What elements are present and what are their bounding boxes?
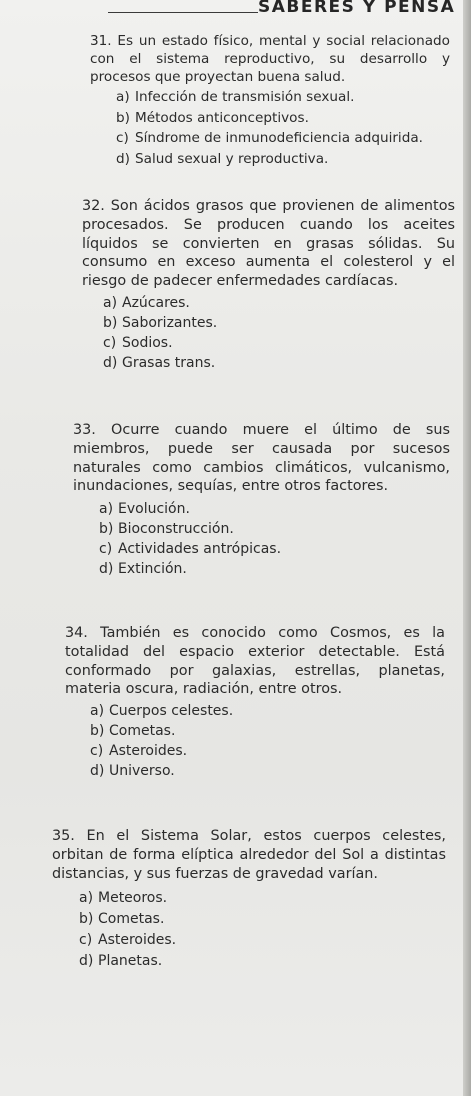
- option-letter: c): [90, 743, 104, 760]
- option-letter: a): [103, 294, 118, 311]
- option-a[interactable]: [103, 293, 463, 313]
- option-label: Saborizantes.: [122, 314, 218, 331]
- option-letter: c): [116, 130, 129, 146]
- option-d[interactable]: [90, 761, 463, 781]
- question-34: [0, 624, 463, 781]
- question-text: 31. Es un estado físico, mental y social relacionado con el sistema reproductivo, su desarrollo y procesos que proyectan buena salud.: [90, 33, 450, 85]
- option-label: Síndrome de inmunodeficiencia adquirida.: [135, 130, 423, 146]
- option-letter: b): [99, 521, 114, 538]
- option-label: Bioconstrucción.: [118, 521, 234, 538]
- option-label: Meteoros.: [98, 890, 168, 907]
- option-label: Cometas.: [98, 911, 165, 928]
- option-label: Cometas.: [109, 723, 176, 740]
- option-label: Azúcares.: [122, 294, 190, 311]
- question-text: 34. También es conocido como Cosmos, es la totalidad del espacio exterior detectable. Está conformado por galaxias, estrellas, planetas, materia oscura, radiación, entre otros.: [65, 625, 445, 698]
- option-letter: d): [79, 953, 94, 970]
- options-list: [90, 701, 463, 781]
- page-edge-shadow: [463, 0, 471, 1096]
- option-d[interactable]: [103, 353, 463, 373]
- option-b[interactable]: [79, 909, 463, 930]
- option-letter: d): [116, 150, 130, 167]
- option-letter: d): [103, 354, 118, 371]
- option-label: Extinción.: [118, 561, 187, 578]
- option-label: Actividades antrópicas.: [118, 541, 282, 558]
- option-label: Salud sexual y reproductiva.: [135, 150, 329, 167]
- option-d[interactable]: [79, 951, 463, 972]
- option-letter: c): [79, 932, 93, 949]
- options-list: [103, 293, 463, 373]
- option-c[interactable]: [90, 741, 463, 761]
- option-label: Grasas trans.: [122, 354, 216, 371]
- option-label: Evolución.: [118, 501, 190, 518]
- option-letter: a): [116, 89, 130, 105]
- option-letter: a): [90, 703, 105, 720]
- option-label: Cuerpos celestes.: [109, 703, 234, 720]
- option-label: Planetas.: [98, 953, 163, 970]
- option-letter: c): [99, 541, 113, 558]
- option-c[interactable]: [103, 333, 463, 353]
- option-letter: b): [90, 723, 105, 740]
- header-rule: [108, 12, 258, 13]
- option-b[interactable]: [90, 721, 463, 741]
- option-letter: b): [103, 314, 118, 331]
- option-d[interactable]: [116, 149, 463, 170]
- option-letter: d): [90, 763, 105, 780]
- option-c[interactable]: [116, 128, 463, 149]
- option-a[interactable]: [99, 499, 463, 519]
- option-label: Universo.: [109, 763, 175, 780]
- option-label: Métodos anticonceptivos.: [135, 109, 309, 126]
- option-a[interactable]: [116, 87, 463, 108]
- option-a[interactable]: [90, 701, 463, 721]
- option-b[interactable]: [103, 313, 463, 333]
- option-letter: b): [79, 911, 94, 928]
- question-text: 32. Son ácidos grasos que provienen de alimentos procesados. Se producen cuando los aceites líquidos se convierten en grasas sólidas. Su consumo en exceso aumenta el colesterol y el riesgo de padecer enfermedades cardíacas.: [82, 198, 455, 290]
- options-list: [116, 87, 463, 169]
- option-c[interactable]: [99, 539, 463, 559]
- option-label: Infección de transmisión sexual.: [135, 89, 355, 105]
- question-33: [0, 421, 463, 579]
- question-35: [0, 827, 463, 972]
- option-b[interactable]: [116, 108, 463, 129]
- question-31: [0, 32, 463, 169]
- option-d[interactable]: [99, 559, 463, 579]
- option-letter: a): [99, 501, 114, 518]
- question-32: [0, 197, 463, 373]
- options-list: [79, 888, 463, 972]
- options-list: [99, 499, 463, 579]
- option-c[interactable]: [79, 930, 463, 951]
- option-label: Asteroides.: [109, 743, 188, 760]
- option-letter: a): [79, 890, 94, 907]
- option-letter: d): [99, 561, 114, 578]
- option-a[interactable]: [79, 888, 463, 909]
- option-letter: c): [103, 334, 117, 351]
- option-label: Sodios.: [122, 334, 173, 351]
- option-b[interactable]: [99, 519, 463, 539]
- question-text: 35. En el Sistema Solar, estos cuerpos celestes, orbitan de forma elíptica alrededor del Sol a distintas distancias, y sus fuerzas de gravedad varían.: [52, 828, 446, 882]
- question-text: 33. Ocurre cuando muere el último de sus miembros, puede ser causada por sucesos naturales como cambios climáticos, vulcanismo, inundaciones, sequías, entre otros factores.: [73, 422, 450, 495]
- option-letter: b): [116, 109, 130, 126]
- option-label: Asteroides.: [98, 932, 177, 949]
- page-title: SABERES Y PENSA: [258, 0, 456, 17]
